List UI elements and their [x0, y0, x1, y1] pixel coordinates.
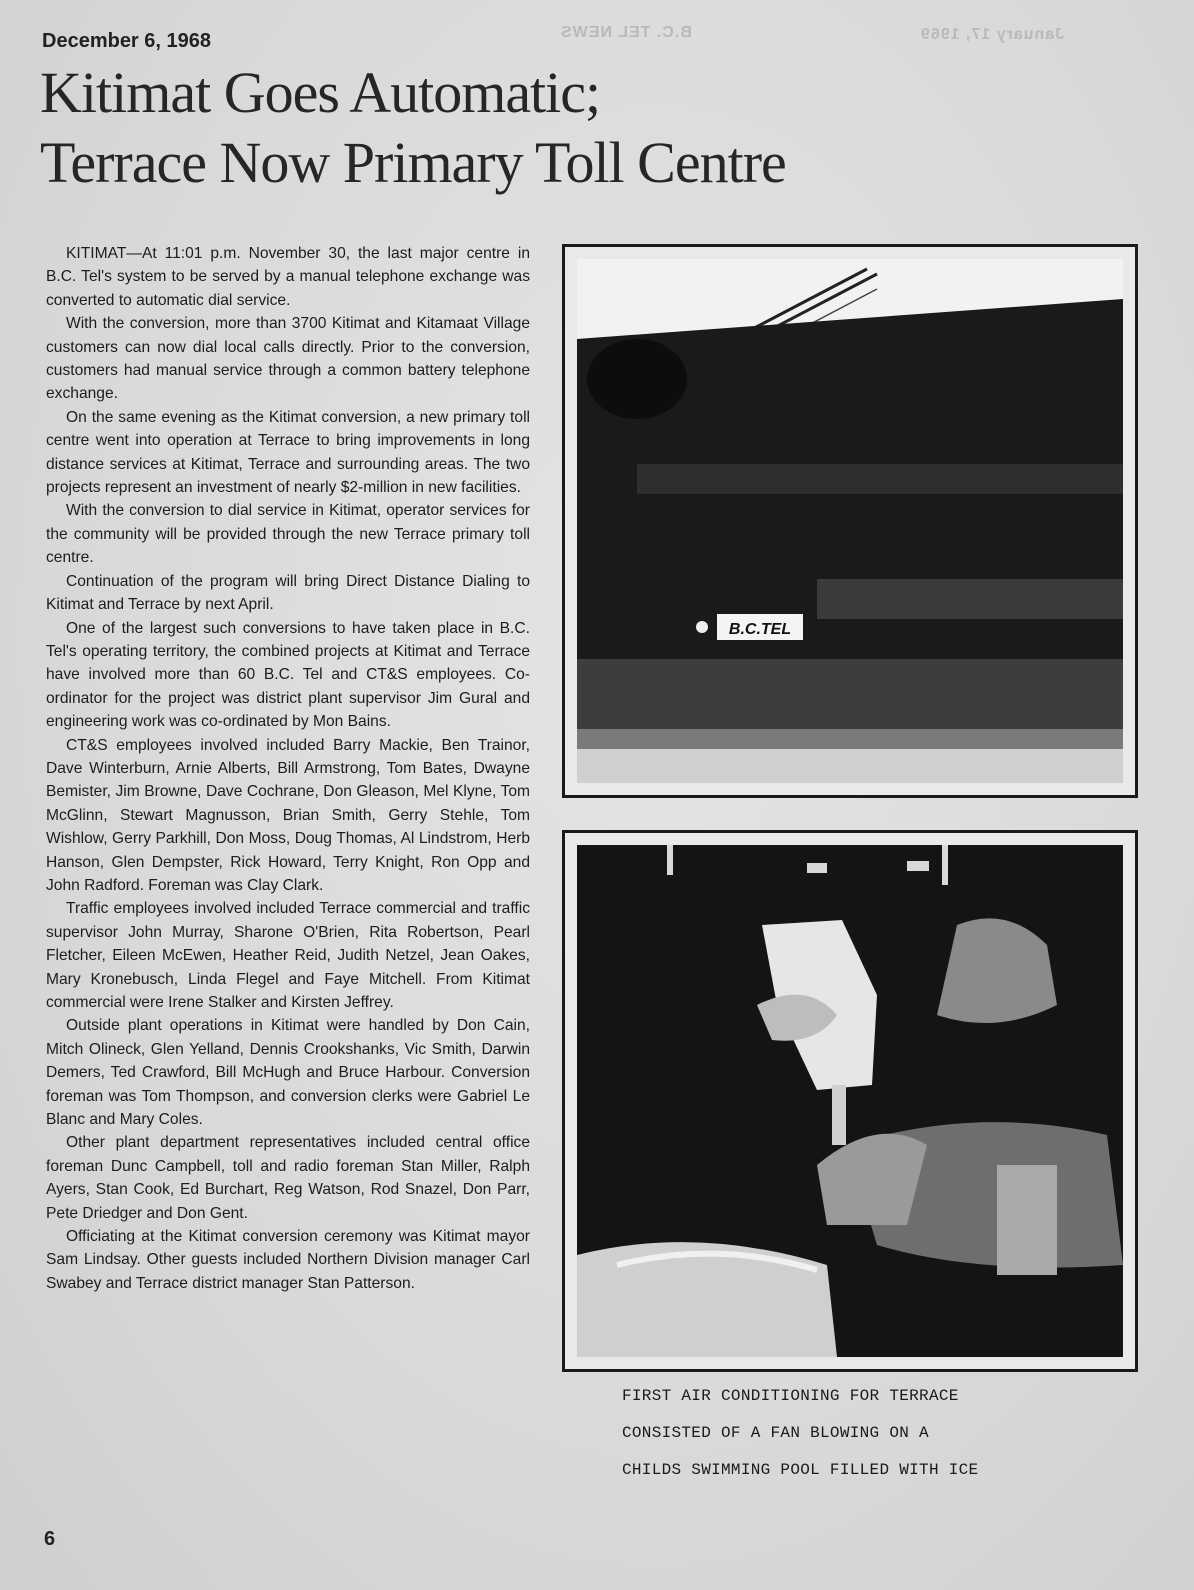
- article-paragraph: Traffic employees involved included Terrace commercial and traffic supervisor John Murray, Sharone O'Brien, Rita Robertson, Pearl Fletcher, Eileen McEwen, Heather Reid, Judith Netzel, Jean Oakes, Mary Kronebusch, Linda Flegel and Faye Mitchell. From Kitimat commercial were Irene Stalker and Kirsten Jeffrey.: [46, 900, 530, 1011]
- issue-date: December 6, 1968: [42, 30, 212, 52]
- article-paragraph: Outside plant operations in Kitimat were handled by Don Cain, Mitch Olineck, Glen Yelland, Dennis Crookshanks, Vic Smith, Darwin Demers, Ted Crawford, Bill McHugh and Bruce Harbour. Conversion foreman was Tom Thompson, and conversion clerks were Gabriel Le Blanc and Mary Coles.: [46, 1017, 530, 1129]
- article-paragraph: With the conversion, more than 3700 Kitimat and Kitamaat Village customers can now dial local calls directly. Prior to the conversion, customers had manual service through a common battery telephone exchange.: [46, 315, 530, 403]
- article-paragraph: KITIMAT—At 11:01 p.m. November 30, the last major centre in B.C. Tel's system to be served by a manual telephone exchange was converted to automatic dial service.: [46, 245, 530, 309]
- article-body: [46, 242, 530, 1295]
- building-photo: [562, 244, 1138, 798]
- article-paragraph: Other plant department representatives included central office foreman Dunc Campbell, toll and radio foreman Stan Miller, Ralph Ayers, Stan Cook, Ed Burchart, Reg Watson, Rod Snazel, Don Parr, Pete Driedger and Don Gent.: [46, 1134, 530, 1222]
- headline: [40, 58, 1040, 198]
- pool-illustration: [577, 845, 1123, 1357]
- headline-line-1: Kitimat Goes Automatic;: [40, 60, 601, 125]
- bc-tel-sign: B.C.TEL: [728, 621, 792, 638]
- article-paragraph: CT&S employees involved included Barry Mackie, Ben Trainor, Dave Winterburn, Arnie Alberts, Bill Armstrong, Tom Bates, Dwayne Bemister, Jim Browne, Dave Cochrane, Don Gleason, Mel Klyne, Tom McGlinn, Stewart Magnusson, Brian Smith, Gerry Stehle, Tom Wishlow, Gerry Parkhill, Don Moss, Doug Thomas, Al Lindstrom, Herb Hanson, Glen Dempster, Rick Howard, Terry Knight, Ron Opp and John Radford. Foreman was Clay Clark.: [46, 736, 530, 894]
- page-number: 6: [44, 1528, 56, 1550]
- headline-line-2: Terrace Now Primary Toll Centre: [40, 130, 786, 195]
- photo-caption: [622, 1378, 1142, 1489]
- caption-line-1: FIRST AIR CONDITIONING FOR TERRACE: [622, 1387, 959, 1405]
- building-illustration: [577, 259, 1123, 783]
- article-paragraph: On the same evening as the Kitimat conversion, a new primary toll centre went into operation at Terrace to bring improvements in long distance services at Kitimat, Terrace and surrounding areas. The two projects represent an investment of nearly $2-million in new facilities.: [46, 408, 530, 497]
- caption-line-3: CHILDS SWIMMING POOL FILLED WITH ICE: [622, 1461, 979, 1479]
- article-paragraph: Continuation of the program will bring Direct Distance Dialing to Kitimat and Terrace by next April.: [46, 572, 530, 614]
- article-paragraph: With the conversion to dial service in Kitimat, operator services for the community will be provided through the new Terrace primary toll centre.: [46, 502, 530, 567]
- caption-line-2: CONSISTED OF A FAN BLOWING ON A: [622, 1424, 929, 1442]
- article-paragraph: One of the largest such conversions to have taken place in B.C. Tel's operating territory, the combined projects at Kitimat and Terrace have involved more than 60 B.C. Tel and CT&S employees. Co-ordinator for the project was district plant supervisor Jim Gural and engineering work was co-ordinated by Mon Bains.: [46, 619, 530, 731]
- pool-photo-image: [577, 845, 1123, 1357]
- article-paragraph: Officiating at the Kitimat conversion ceremony was Kitimat mayor Sam Lindsay. Other guests included Northern Division manager Carl Swabey and Terrace district manager Stan Patterson.: [46, 1228, 530, 1292]
- building-photo-image: [577, 259, 1123, 783]
- bleed-through-date: January 17, 1969: [920, 26, 1065, 43]
- bleed-through-masthead: B.C. TEL NEWS: [560, 24, 692, 41]
- pool-photo: [562, 830, 1138, 1372]
